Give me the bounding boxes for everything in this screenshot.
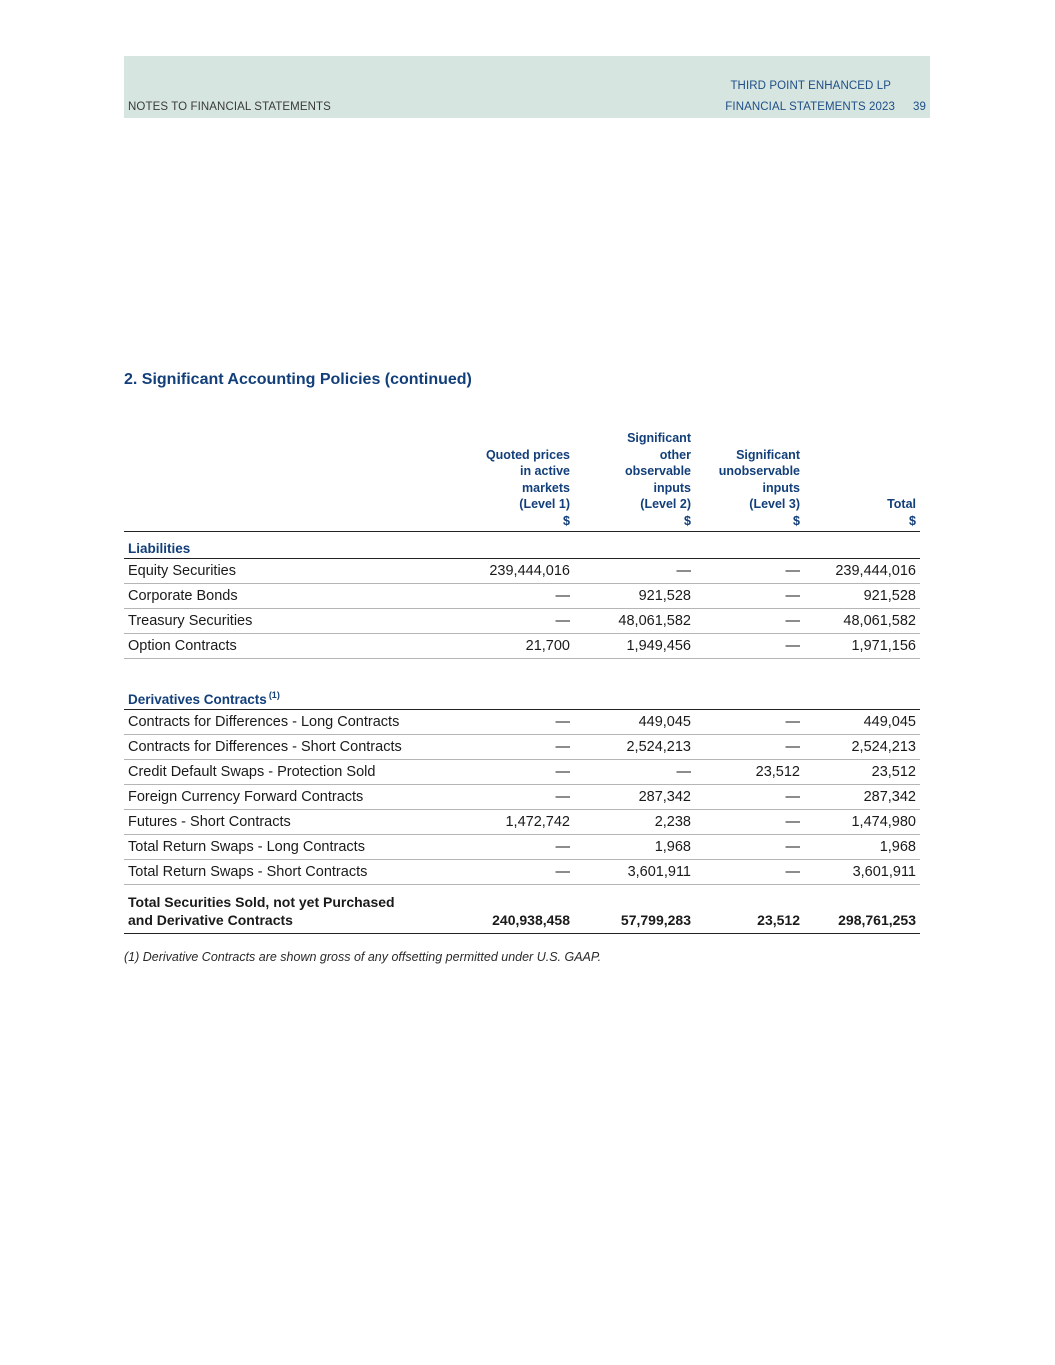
- cell-level1: 1,472,742: [426, 810, 574, 835]
- row-label: Corporate Bonds: [124, 584, 426, 609]
- cell-level3: 23,512: [695, 760, 804, 785]
- cell-level3: —: [695, 860, 804, 885]
- cell-total: 2,524,213: [804, 735, 920, 760]
- total-level2: 57,799,283: [574, 885, 695, 934]
- total-level3: 23,512: [695, 885, 804, 934]
- column-header-label: [124, 430, 426, 532]
- cell-total: 921,528: [804, 584, 920, 609]
- cell-level2: 3,601,911: [574, 860, 695, 885]
- row-label: Contracts for Differences - Short Contracts: [124, 735, 426, 760]
- header-section-label: NOTES TO FINANCIAL STATEMENTS: [128, 101, 331, 113]
- total-total: 298,761,253: [804, 885, 920, 934]
- footnote: (1) Derivative Contracts are shown gross of any offsetting permitted under U.S. GAAP.: [124, 950, 602, 964]
- column-header-row: [124, 430, 920, 532]
- cell-level3: —: [695, 810, 804, 835]
- table-row: [124, 835, 920, 860]
- column-header-level2: Significant other observable inputs (Level 2) $: [574, 430, 695, 532]
- table-row: [124, 710, 920, 735]
- cell-level3: —: [695, 634, 804, 659]
- cell-total: 48,061,582: [804, 609, 920, 634]
- row-label: Contracts for Differences - Long Contracts: [124, 710, 426, 735]
- row-label: Equity Securities: [124, 559, 426, 584]
- column-header-level3: Significant unobservable inputs (Level 3) $: [695, 430, 804, 532]
- cell-total: 3,601,911: [804, 860, 920, 885]
- cell-level1: 239,444,016: [426, 559, 574, 584]
- cell-total: 449,045: [804, 710, 920, 735]
- cell-level1: —: [426, 584, 574, 609]
- table-row: [124, 584, 920, 609]
- cell-level2: 2,238: [574, 810, 695, 835]
- cell-level1: —: [426, 760, 574, 785]
- cell-level2: —: [574, 760, 695, 785]
- cell-level3: —: [695, 710, 804, 735]
- header-document-label: [725, 101, 926, 113]
- cell-level1: —: [426, 710, 574, 735]
- page-header: [124, 56, 930, 118]
- table-row: [124, 785, 920, 810]
- header-fund-name: THIRD POINT ENHANCED LP: [730, 80, 891, 92]
- table-row: [124, 860, 920, 885]
- table-row: [124, 760, 920, 785]
- row-label: Total Return Swaps - Short Contracts: [124, 860, 426, 885]
- row-label: Treasury Securities: [124, 609, 426, 634]
- cell-level3: —: [695, 835, 804, 860]
- cell-level2: 1,968: [574, 835, 695, 860]
- cell-level2: —: [574, 559, 695, 584]
- cell-level2: 921,528: [574, 584, 695, 609]
- liabilities-group-header: [124, 532, 920, 559]
- total-label: Total Securities Sold, not yet Purchased and Derivative Contracts: [124, 885, 426, 934]
- derivatives-label-cell: [124, 659, 920, 710]
- column-header-level1: Quoted prices in active markets (Level 1) $: [426, 430, 574, 532]
- cell-level2: 2,524,213: [574, 735, 695, 760]
- table-row: [124, 735, 920, 760]
- cell-level3: —: [695, 785, 804, 810]
- cell-level1: —: [426, 835, 574, 860]
- table-row: [124, 609, 920, 634]
- cell-level1: —: [426, 860, 574, 885]
- cell-level1: —: [426, 735, 574, 760]
- cell-level2: 48,061,582: [574, 609, 695, 634]
- cell-level3: —: [695, 735, 804, 760]
- derivatives-label: Derivatives Contracts: [128, 692, 267, 707]
- total-level1: 240,938,458: [426, 885, 574, 934]
- cell-level1: 21,700: [426, 634, 574, 659]
- column-header-total: Total $: [804, 430, 920, 532]
- section-title: 2. Significant Accounting Policies (continued): [124, 371, 472, 388]
- row-label: Foreign Currency Forward Contracts: [124, 785, 426, 810]
- cell-total: 239,444,016: [804, 559, 920, 584]
- fair-value-table: [124, 430, 920, 934]
- total-row: [124, 885, 920, 934]
- cell-level2: 287,342: [574, 785, 695, 810]
- cell-level2: 1,949,456: [574, 634, 695, 659]
- header-document-title: FINANCIAL STATEMENTS 2023: [725, 101, 895, 113]
- cell-level1: —: [426, 785, 574, 810]
- cell-total: 1,474,980: [804, 810, 920, 835]
- table-row: [124, 810, 920, 835]
- row-label: Option Contracts: [124, 634, 426, 659]
- liabilities-label: Liabilities: [124, 532, 920, 559]
- cell-level3: —: [695, 584, 804, 609]
- cell-level2: 449,045: [574, 710, 695, 735]
- cell-level3: —: [695, 609, 804, 634]
- cell-total: 287,342: [804, 785, 920, 810]
- derivatives-group-header: [124, 659, 920, 710]
- row-label: Total Return Swaps - Long Contracts: [124, 835, 426, 860]
- footnote-ref: (1): [268, 690, 280, 700]
- page-number: 39: [913, 101, 926, 113]
- cell-level1: —: [426, 609, 574, 634]
- cell-level3: —: [695, 559, 804, 584]
- cell-total: 1,968: [804, 835, 920, 860]
- cell-total: 1,971,156: [804, 634, 920, 659]
- table-row: [124, 559, 920, 584]
- cell-total: 23,512: [804, 760, 920, 785]
- row-label: Credit Default Swaps - Protection Sold: [124, 760, 426, 785]
- table-row: [124, 634, 920, 659]
- row-label: Futures - Short Contracts: [124, 810, 426, 835]
